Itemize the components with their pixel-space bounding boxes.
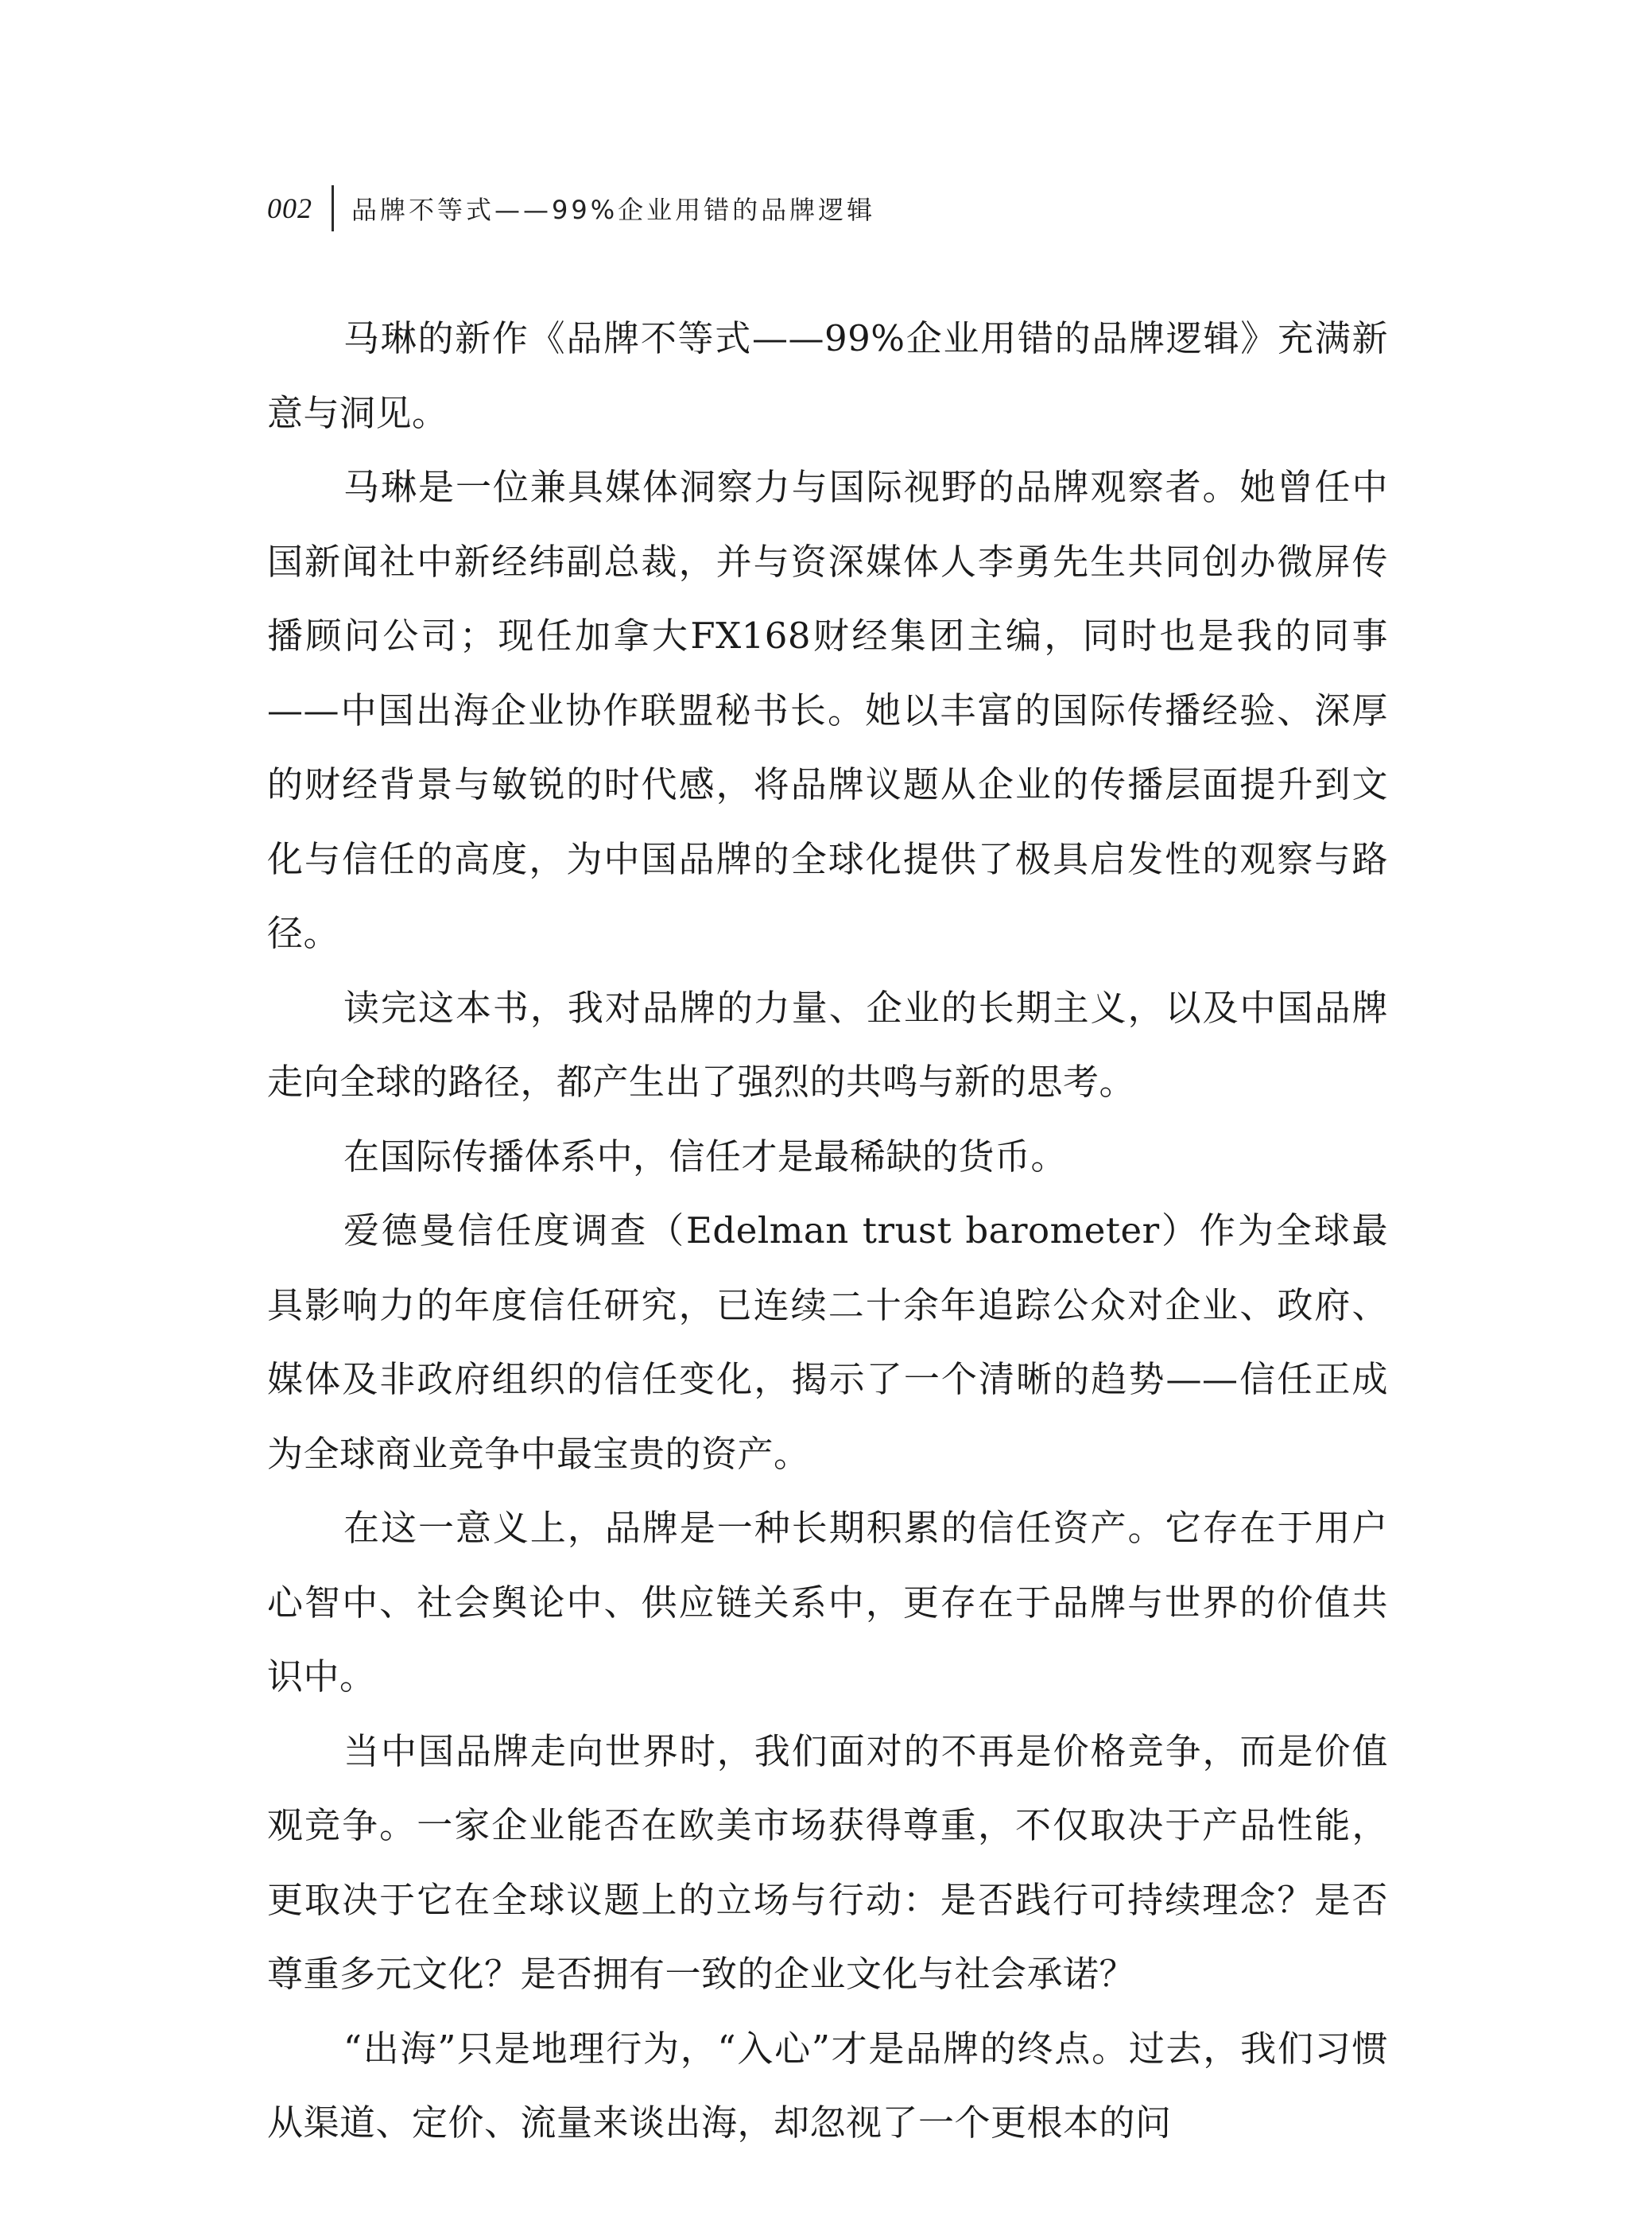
paragraph: 在国际传播体系中，信任才是最稀缺的货币。 bbox=[343, 1135, 1068, 1178]
paragraph: 马琳的新作《品牌不等式——99%企业用错的品牌逻辑》充满新意与洞见。 bbox=[267, 317, 1388, 434]
running-head-title: 品牌不等式——99%企业用错的品牌逻辑 bbox=[351, 195, 876, 225]
paragraph: 当中国品牌走向世界时，我们面对的不再是价格竞争，而是价值观竞争。一家企业能否在欧美市场获得尊重，不仅取决于产品性能，更取决于它在全球议题上的立场与行动：是否践行可持续理念？是否尊重多元文化？是否拥有一致的企业文化与社会承诺？ bbox=[267, 1729, 1388, 1995]
paragraph: 马琳是一位兼具媒体洞察力与国际视野的品牌观察者。她曾任中国新闻社中新经纬副总裁，并与资深媒体人李勇先生共同创办微屏传播顾问公司；现任加拿大FX168财经集团主编，同时也是我的同事——中国出海企业协作联盟秘书长。她以丰富的国际传播经验、深厚的财经背景与敏锐的时代感，将品牌议题从企业的传播层面提升到文化与信任的高度，为中国品牌的全球化提供了极具启发性的观察与路径。 bbox=[267, 466, 1388, 954]
paragraph: “出海”只是地理行为，“入心”才是品牌的终点。过去，我们习惯从渠道、定价、流量来谈出海，却忽视了一个更根本的问 bbox=[267, 2027, 1388, 2144]
paragraph: 读完这本书，我对品牌的力量、企业的长期主义，以及中国品牌走向全球的路径，都产生出了强烈的共鸣与新的思考。 bbox=[267, 986, 1388, 1103]
body-text bbox=[267, 301, 1388, 2160]
paragraph: 在这一意义上，品牌是一种长期积累的信任资产。它存在于用户心智中、社会舆论中、供应链关系中，更存在于品牌与世界的价值共识中。 bbox=[267, 1507, 1388, 1698]
running-head bbox=[267, 184, 875, 232]
paragraph: 爱德曼信任度调查（Edelman trust barometer）作为全球最具影响力的年度信任研究，已连续二十余年追踪公众对企业、政府、媒体及非政府组织的信任变化，揭示了一个清晰的趋势——信任正成为全球商业竞争中最宝贵的资产。 bbox=[267, 1209, 1388, 1475]
page-number: 002 bbox=[267, 192, 312, 224]
header-divider bbox=[332, 185, 334, 231]
